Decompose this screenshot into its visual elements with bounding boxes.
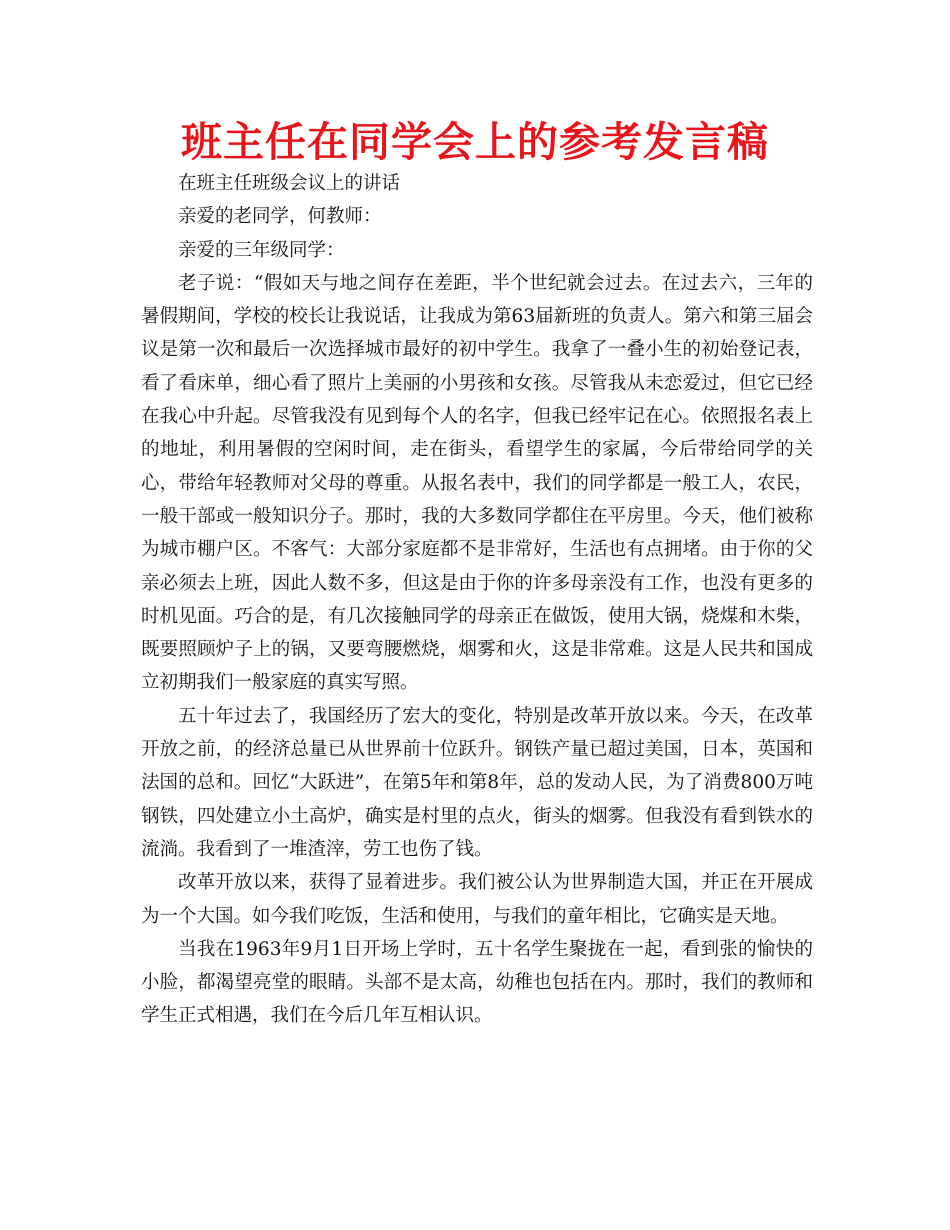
document-body: [141, 167, 813, 1033]
paragraph-body-2: 五十年过去了，我国经历了宏大的变化，特别是改革开放以来。今天，在改革开放之前，的经济总量已从世界前十位跃升。钢铁产量已超过美国，日本，英国和法国的总和。回忆“大跃进”，在第5年和第8年，总的发动人民，为了消费800万吨钢铁，四处建立小土高炉，确实是村里的点火，街头的烟雾。但我没有看到铁水的流淌。我看到了一堆渣滓，劳工也伤了钱。: [141, 705, 813, 860]
paragraph-salutation-teachers: 亲爱的老同学，何教师：: [178, 206, 382, 228]
paragraph-salutation-classmates: 亲爱的三年级同学：: [178, 239, 345, 261]
document-title: 班主任在同学会上的参考发言稿: [181, 118, 769, 166]
paragraph-body-3: 改革开放以来，获得了显着进步。我们被公认为世界制造大国，并正在开展成为一个大国。如今我们吃饭，生活和使用，与我们的童年相比，它确实是天地。: [141, 872, 813, 927]
paragraph-subtitle: 在班主任班级会议上的讲话: [178, 173, 401, 194]
paragraph-body-1: 老子说：“假如天与地之间存在差距，半个世纪就会过去。在过去六，三年的暑假期间，学校的校长让我说话，让我成为第63届新班的负责人。第六和第三届会议是第一次和最后一次选择城市最好的初中学生。我拿了一叠小生的初始登记表，看了看床单，细心看了照片上美丽的小男孩和女孩。尽管我从未恋爱过，但它已经在我心中升起。尽管我没有见到每个人的名字，但我已经牢记在心。依照报名表上的地址，利用暑假的空闲时间，走在街头，看望学生的家属，今后带给同学的关心，带给年轻教师对父母的尊重。从报名表中，我们的同学都是一般工人，农民，一般干部或一般知识分子。那时，我的大多数同学都住在平房里。今天，他们被称为城市棚户区。不客气：大部分家庭都不是非常好，生活也有点拥堵。由于你的父亲必须去上班，因此人数不多，但这是由于你的许多母亲没有工作，也没有更多的时机见面。巧合的是，有几次接触同学的母亲正在做饭，使用大锅，烧煤和木柴，既要照顾炉子上的锅，又要弯腰燃烧，烟雾和火，这是非常难。这是人民共和国成立初期我们一般家庭的真实写照。: [141, 272, 813, 694]
paragraph-body-4: 当我在1963年9月1日开场上学时，五十名学生聚拢在一起，看到张的愉快的小脸，都渴望亮堂的眼睛。头部不是太高，幼稚也包括在内。那时，我们的教师和学生正式相遇，我们在今后几年互相认识。: [141, 938, 813, 1027]
